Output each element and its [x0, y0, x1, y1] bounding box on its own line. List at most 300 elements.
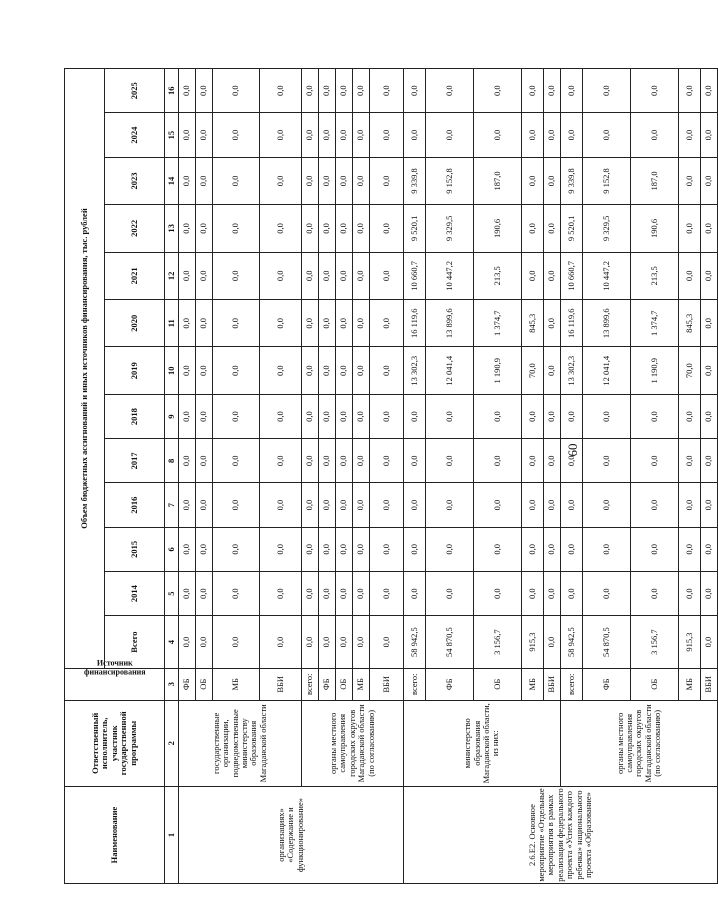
source-cell: МБ — [353, 668, 370, 700]
value-cell: 9 339,8 — [404, 157, 426, 204]
header-year: 2018 — [105, 394, 165, 438]
value-cell: 0,0 — [631, 483, 679, 527]
value-cell: 0,0 — [353, 571, 370, 615]
value-cell: 0,0 — [336, 157, 353, 204]
value-cell: 0,0 — [302, 571, 319, 615]
column-number: 11 — [165, 300, 179, 347]
value-cell: 0,0 — [522, 394, 544, 438]
value-cell: 0,0 — [260, 439, 302, 483]
value-cell: 190,6 — [474, 205, 522, 252]
value-cell: 0,0 — [474, 571, 522, 615]
value-cell: 9 339,8 — [561, 157, 583, 204]
value-cell: 0,0 — [679, 483, 701, 527]
source-cell: МБ — [522, 668, 544, 700]
value-cell: 58 942,5 — [561, 616, 583, 669]
value-cell: 0,0 — [302, 439, 319, 483]
value-cell: 0,0 — [196, 439, 213, 483]
block1-name: организациях» «Содержание и функционирование» — [179, 787, 404, 884]
value-cell: 0,0 — [213, 157, 260, 204]
value-cell: 0,0 — [260, 483, 302, 527]
value-cell: 0,0 — [196, 69, 213, 113]
value-cell: 9 329,5 — [426, 205, 474, 252]
block1-responsible-a: государственные организации, подведомственные министерству образования Магаданской области — [179, 700, 302, 786]
value-cell: 0,0 — [679, 69, 701, 113]
column-number: 9 — [165, 394, 179, 438]
value-cell: 13 899,6 — [583, 300, 631, 347]
value-cell: 0,0 — [474, 483, 522, 527]
value-cell: 0,0 — [260, 252, 302, 299]
source-cell: ОБ — [631, 668, 679, 700]
value-cell: 0,0 — [544, 69, 561, 113]
value-cell: 13 899,6 — [426, 300, 474, 347]
value-cell: 9 520,1 — [404, 205, 426, 252]
value-cell: 0,0 — [196, 616, 213, 669]
value-cell: 0,0 — [631, 69, 679, 113]
value-cell: 0,0 — [353, 347, 370, 394]
value-cell: 0,0 — [179, 394, 196, 438]
value-cell: 0,0 — [302, 252, 319, 299]
value-cell: 187,0 — [631, 157, 679, 204]
value-cell: 0,0 — [213, 252, 260, 299]
value-cell: 0,0 — [701, 527, 718, 571]
value-cell: 10 660,7 — [404, 252, 426, 299]
header-source — [65, 657, 165, 700]
value-cell: 16 119,6 — [404, 300, 426, 347]
value-cell: 10 447,2 — [426, 252, 474, 299]
value-cell: 0,0 — [679, 113, 701, 157]
value-cell: 0,0 — [561, 483, 583, 527]
value-cell: 0,0 — [701, 616, 718, 669]
column-number: 8 — [165, 439, 179, 483]
value-cell: 0,0 — [679, 252, 701, 299]
value-cell: 0,0 — [701, 205, 718, 252]
value-cell: 0,0 — [701, 439, 718, 483]
value-cell: 0,0 — [196, 527, 213, 571]
value-cell: 0,0 — [196, 252, 213, 299]
value-cell: 16 119,6 — [561, 300, 583, 347]
value-cell: 0,0 — [404, 69, 426, 113]
value-cell: 0,0 — [353, 69, 370, 113]
value-cell: 0,0 — [370, 571, 404, 615]
header-year: 2021 — [105, 252, 165, 299]
value-cell: 0,0 — [404, 571, 426, 615]
value-cell: 0,0 — [336, 113, 353, 157]
source-cell: ОБ — [196, 668, 213, 700]
header-year: 2019 — [105, 347, 165, 394]
value-cell: 13 302,3 — [561, 347, 583, 394]
value-cell: 0,0 — [319, 113, 336, 157]
source-cell: ФБ — [583, 668, 631, 700]
value-cell: 0,0 — [336, 439, 353, 483]
value-cell: 0,0 — [426, 571, 474, 615]
value-cell: 915,3 — [679, 616, 701, 669]
value-cell: 1 190,9 — [474, 347, 522, 394]
value-cell: 0,0 — [353, 439, 370, 483]
value-cell: 0,0 — [701, 483, 718, 527]
value-cell: 0,0 — [474, 69, 522, 113]
value-cell: 0,0 — [404, 527, 426, 571]
source-cell: ВБИ — [544, 668, 561, 700]
value-cell: 0,0 — [302, 157, 319, 204]
value-cell: 0,0 — [319, 252, 336, 299]
value-cell: 0,0 — [336, 69, 353, 113]
value-cell: 0,0 — [426, 113, 474, 157]
value-cell: 0,0 — [179, 439, 196, 483]
value-cell: 12 041,4 — [426, 347, 474, 394]
value-cell: 0,0 — [701, 300, 718, 347]
value-cell: 0,0 — [426, 69, 474, 113]
source-cell: всего: — [404, 668, 426, 700]
value-cell: 0,0 — [544, 483, 561, 527]
value-cell: 0,0 — [213, 300, 260, 347]
value-cell: 0,0 — [544, 571, 561, 615]
value-cell: 0,0 — [561, 439, 583, 483]
value-cell: 0,0 — [260, 300, 302, 347]
value-cell: 0,0 — [196, 483, 213, 527]
value-cell: 1 374,7 — [631, 300, 679, 347]
value-cell: 0,0 — [179, 616, 196, 669]
value-cell: 0,0 — [583, 527, 631, 571]
header-year: 2022 — [105, 205, 165, 252]
value-cell: 0,0 — [544, 300, 561, 347]
value-cell: 0,0 — [196, 300, 213, 347]
table-row — [561, 69, 583, 884]
block2-responsible-a: министерство образования Магаданской области, из них: — [404, 700, 561, 786]
value-cell: 1 190,9 — [631, 347, 679, 394]
value-cell: 0,0 — [370, 113, 404, 157]
value-cell: 0,0 — [631, 571, 679, 615]
column-number: 14 — [165, 157, 179, 204]
table-row — [302, 69, 319, 884]
value-cell: 0,0 — [404, 394, 426, 438]
source-cell: всего: — [302, 668, 319, 700]
header-year: 2015 — [105, 527, 165, 571]
column-number: 7 — [165, 483, 179, 527]
value-cell: 845,3 — [679, 300, 701, 347]
value-cell: 0,0 — [544, 252, 561, 299]
value-cell: 0,0 — [179, 527, 196, 571]
value-cell: 0,0 — [302, 527, 319, 571]
value-cell: 0,0 — [319, 527, 336, 571]
value-cell: 0,0 — [260, 157, 302, 204]
value-cell: 0,0 — [370, 157, 404, 204]
value-cell: 0,0 — [426, 394, 474, 438]
value-cell: 0,0 — [336, 252, 353, 299]
value-cell: 0,0 — [336, 347, 353, 394]
value-cell: 0,0 — [353, 394, 370, 438]
value-cell: 0,0 — [213, 113, 260, 157]
value-cell: 0,0 — [353, 252, 370, 299]
value-cell: 10 447,2 — [583, 252, 631, 299]
column-number: 6 — [165, 527, 179, 571]
value-cell: 0,0 — [631, 113, 679, 157]
value-cell: 0,0 — [353, 527, 370, 571]
value-cell: 0,0 — [179, 300, 196, 347]
value-cell: 0,0 — [544, 157, 561, 204]
source-cell: ФБ — [179, 668, 196, 700]
value-cell: 0,0 — [631, 394, 679, 438]
value-cell: 0,0 — [474, 527, 522, 571]
value-cell: 0,0 — [522, 205, 544, 252]
value-cell: 0,0 — [179, 205, 196, 252]
value-cell: 0,0 — [679, 394, 701, 438]
value-cell: 0,0 — [631, 527, 679, 571]
value-cell: 0,0 — [583, 113, 631, 157]
value-cell: 3 156,7 — [631, 616, 679, 669]
value-cell: 0,0 — [179, 252, 196, 299]
value-cell: 0,0 — [370, 439, 404, 483]
budget-table — [64, 68, 718, 884]
value-cell: 0,0 — [336, 616, 353, 669]
value-cell: 0,0 — [260, 571, 302, 615]
block1-responsible-b: органы местного самоуправления городских округов Магаданской области (по согласованию) — [302, 700, 404, 786]
value-cell: 0,0 — [474, 394, 522, 438]
value-cell: 0,0 — [213, 439, 260, 483]
value-cell: 213,5 — [631, 252, 679, 299]
value-cell: 0,0 — [336, 205, 353, 252]
rotated-table-area — [64, 68, 714, 884]
value-cell: 0,0 — [336, 394, 353, 438]
value-cell: 0,0 — [679, 527, 701, 571]
value-cell: 1 374,7 — [474, 300, 522, 347]
value-cell: 0,0 — [353, 300, 370, 347]
value-cell: 0,0 — [213, 483, 260, 527]
value-cell: 0,0 — [583, 394, 631, 438]
source-cell: МБ — [679, 668, 701, 700]
value-cell: 0,0 — [302, 300, 319, 347]
value-cell: 9 152,8 — [426, 157, 474, 204]
table-row — [404, 69, 426, 884]
header-year: 2023 — [105, 157, 165, 204]
value-cell: 0,0 — [302, 347, 319, 394]
column-number: 15 — [165, 113, 179, 157]
value-cell: 0,0 — [544, 394, 561, 438]
table-wrapper — [64, 68, 714, 884]
value-cell: 0,0 — [370, 483, 404, 527]
table-row — [179, 69, 196, 884]
header-year: 2024 — [105, 113, 165, 157]
value-cell: 0,0 — [213, 527, 260, 571]
value-cell: 0,0 — [196, 113, 213, 157]
value-cell: 0,0 — [583, 571, 631, 615]
value-cell: 0,0 — [631, 439, 679, 483]
value-cell: 9 520,1 — [561, 205, 583, 252]
value-cell: 0,0 — [522, 157, 544, 204]
value-cell: 0,0 — [213, 347, 260, 394]
source-cell: ФБ — [426, 668, 474, 700]
value-cell: 0,0 — [426, 527, 474, 571]
value-cell: 0,0 — [302, 616, 319, 669]
value-cell: 0,0 — [522, 113, 544, 157]
value-cell: 0,0 — [370, 205, 404, 252]
value-cell: 0,0 — [426, 483, 474, 527]
value-cell: 0,0 — [679, 157, 701, 204]
header-year: 2017 — [105, 439, 165, 483]
value-cell: 0,0 — [370, 394, 404, 438]
block2-name: 2.6.Е2. Основное мероприятие «Отдельные мероприятия в рамках реализации федерального проекта «Успех каждого ребенка» национального проекта «Образование» — [404, 787, 718, 884]
value-cell: 0,0 — [302, 394, 319, 438]
value-cell: 0,0 — [196, 571, 213, 615]
value-cell: 0,0 — [179, 571, 196, 615]
source-cell: ВБИ — [701, 668, 718, 700]
value-cell: 0,0 — [336, 527, 353, 571]
header-total: Всего — [105, 616, 165, 669]
value-cell: 0,0 — [319, 616, 336, 669]
value-cell: 0,0 — [370, 69, 404, 113]
value-cell: 0,0 — [404, 113, 426, 157]
value-cell: 0,0 — [701, 252, 718, 299]
value-cell: 0,0 — [260, 69, 302, 113]
value-cell: 0,0 — [474, 113, 522, 157]
value-cell: 0,0 — [302, 483, 319, 527]
value-cell: 0,0 — [196, 205, 213, 252]
source-cell: ВБИ — [370, 668, 404, 700]
value-cell: 0,0 — [679, 205, 701, 252]
header-source-label: Источник финансирования — [83, 657, 146, 676]
value-cell: 0,0 — [561, 571, 583, 615]
value-cell: 213,5 — [474, 252, 522, 299]
value-cell: 0,0 — [319, 571, 336, 615]
value-cell: 12 041,4 — [583, 347, 631, 394]
value-cell: 0,0 — [353, 205, 370, 252]
value-cell: 0,0 — [213, 616, 260, 669]
value-cell: 0,0 — [302, 69, 319, 113]
value-cell: 0,0 — [522, 439, 544, 483]
column-number: 3 — [165, 668, 179, 700]
column-number: 2 — [165, 700, 179, 786]
value-cell: 187,0 — [474, 157, 522, 204]
value-cell: 0,0 — [561, 69, 583, 113]
value-cell: 0,0 — [544, 616, 561, 669]
value-cell: 915,3 — [522, 616, 544, 669]
value-cell: 0,0 — [353, 157, 370, 204]
value-cell: 0,0 — [701, 347, 718, 394]
header-year: 2016 — [105, 483, 165, 527]
source-cell: всего: — [561, 668, 583, 700]
value-cell: 0,0 — [260, 205, 302, 252]
value-cell: 70,0 — [679, 347, 701, 394]
value-cell: 0,0 — [336, 483, 353, 527]
page-number: 60 — [565, 443, 580, 457]
value-cell: 0,0 — [260, 113, 302, 157]
value-cell: 0,0 — [260, 347, 302, 394]
value-cell: 70,0 — [522, 347, 544, 394]
value-cell: 54 870,5 — [426, 616, 474, 669]
header-year: 2025 — [105, 69, 165, 113]
value-cell: 0,0 — [213, 205, 260, 252]
value-cell: 845,3 — [522, 300, 544, 347]
value-cell: 0,0 — [583, 439, 631, 483]
column-number: 16 — [165, 69, 179, 113]
value-cell: 0,0 — [260, 527, 302, 571]
value-cell: 0,0 — [179, 483, 196, 527]
column-number: 4 — [165, 616, 179, 669]
value-cell: 190,6 — [631, 205, 679, 252]
value-cell: 0,0 — [679, 439, 701, 483]
source-cell: ОБ — [336, 668, 353, 700]
value-cell: 0,0 — [404, 483, 426, 527]
value-cell: 0,0 — [196, 394, 213, 438]
value-cell: 0,0 — [426, 439, 474, 483]
value-cell: 0,0 — [353, 616, 370, 669]
value-cell: 10 660,7 — [561, 252, 583, 299]
value-cell: 0,0 — [679, 571, 701, 615]
value-cell: 0,0 — [544, 347, 561, 394]
value-cell: 0,0 — [544, 113, 561, 157]
value-cell: 0,0 — [179, 347, 196, 394]
value-cell: 0,0 — [701, 69, 718, 113]
value-cell: 0,0 — [336, 300, 353, 347]
value-cell: 0,0 — [213, 394, 260, 438]
value-cell: 0,0 — [319, 347, 336, 394]
value-cell: 0,0 — [302, 113, 319, 157]
value-cell: 0,0 — [213, 571, 260, 615]
value-cell: 0,0 — [544, 205, 561, 252]
value-cell: 0,0 — [179, 113, 196, 157]
value-cell: 0,0 — [319, 439, 336, 483]
header-responsible: Ответственный исполнитель, участник государственной программы — [65, 700, 165, 786]
value-cell: 0,0 — [544, 439, 561, 483]
header-volume: Объем бюджетных ассигнований и иных источников финансирования, тыс. рублей — [65, 69, 105, 669]
source-cell: ФБ — [319, 668, 336, 700]
value-cell: 0,0 — [370, 300, 404, 347]
value-cell: 0,0 — [353, 113, 370, 157]
value-cell: 0,0 — [319, 205, 336, 252]
value-cell: 0,0 — [319, 157, 336, 204]
value-cell: 0,0 — [561, 113, 583, 157]
header-year: 2014 — [105, 571, 165, 615]
value-cell: 0,0 — [370, 347, 404, 394]
value-cell: 0,0 — [404, 439, 426, 483]
value-cell: 0,0 — [544, 527, 561, 571]
source-cell: МБ — [213, 668, 260, 700]
value-cell: 54 870,5 — [583, 616, 631, 669]
value-cell: 0,0 — [336, 571, 353, 615]
value-cell: 0,0 — [583, 483, 631, 527]
header-year: 2020 — [105, 300, 165, 347]
column-number: 5 — [165, 571, 179, 615]
value-cell: 0,0 — [701, 394, 718, 438]
value-cell: 58 942,5 — [404, 616, 426, 669]
value-cell: 0,0 — [260, 616, 302, 669]
value-cell: 0,0 — [561, 394, 583, 438]
value-cell: 0,0 — [179, 157, 196, 204]
value-cell: 0,0 — [319, 69, 336, 113]
value-cell: 0,0 — [196, 347, 213, 394]
value-cell: 0,0 — [196, 157, 213, 204]
value-cell: 0,0 — [302, 205, 319, 252]
value-cell: 0,0 — [583, 69, 631, 113]
value-cell: 0,0 — [260, 394, 302, 438]
value-cell: 0,0 — [213, 69, 260, 113]
value-cell: 3 156,7 — [474, 616, 522, 669]
value-cell: 0,0 — [319, 483, 336, 527]
column-number: 1 — [165, 787, 179, 884]
value-cell: 0,0 — [319, 394, 336, 438]
value-cell: 0,0 — [474, 439, 522, 483]
value-cell: 0,0 — [522, 527, 544, 571]
value-cell: 0,0 — [370, 616, 404, 669]
value-cell: 0,0 — [370, 252, 404, 299]
value-cell: 9 152,8 — [583, 157, 631, 204]
value-cell: 0,0 — [522, 252, 544, 299]
value-cell: 13 302,3 — [404, 347, 426, 394]
value-cell: 0,0 — [701, 157, 718, 204]
value-cell: 0,0 — [353, 483, 370, 527]
value-cell: 0,0 — [701, 113, 718, 157]
source-cell: ОБ — [474, 668, 522, 700]
block2-responsible-b: органы местного самоуправления городских округов Магаданской области (по согласованию) — [561, 700, 718, 786]
